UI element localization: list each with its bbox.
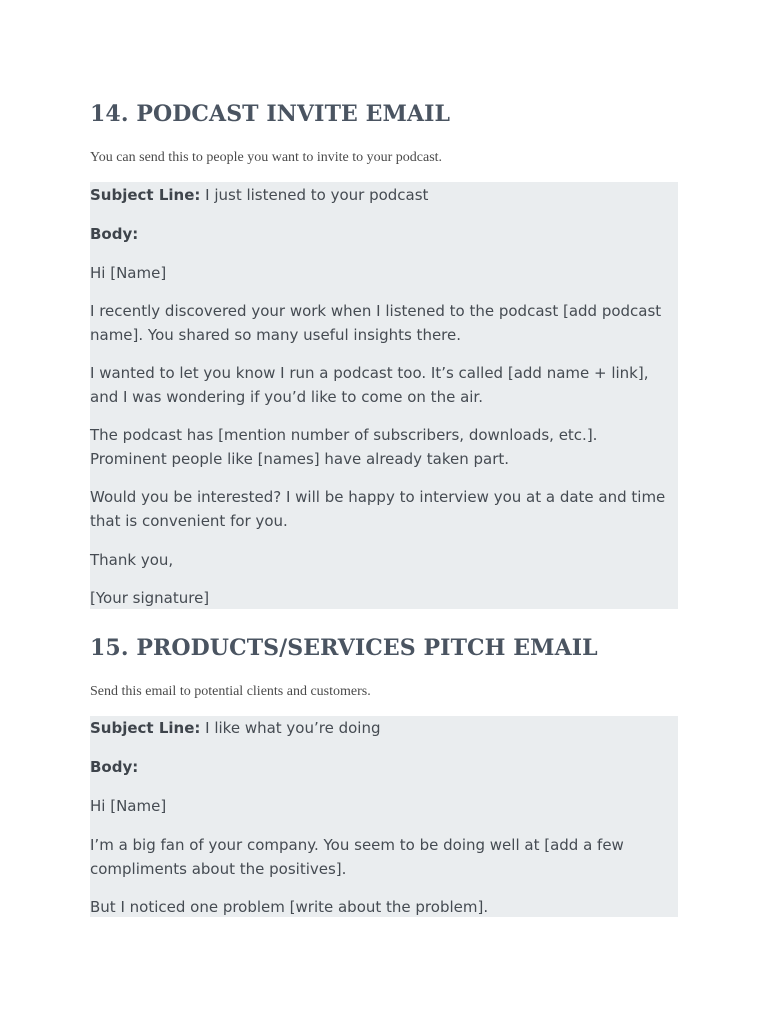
section-14-intro: You can send this to people you want to invite to your podcast. xyxy=(90,150,443,165)
email-paragraph: I’m a big fan of your company. You seem to be doing well at [add a few compliments about the positives]. xyxy=(90,836,624,878)
email-paragraph: I wanted to let you know I run a podcast too. It’s called [add name + link], and I was wondering if you’d like to come on the air. xyxy=(90,364,649,406)
email-paragraph: Would you be interested? I will be happy to interview you at a date and time that is convenient for you. xyxy=(90,488,666,530)
section-15-header xyxy=(90,634,678,662)
signature: [Your signature] xyxy=(90,589,210,607)
section-14-intro-wrap xyxy=(90,149,678,167)
closing: Thank you, xyxy=(90,551,174,569)
section-14-header xyxy=(90,100,678,128)
subject-label: Subject Line: xyxy=(90,186,201,204)
subject-label: Subject Line: xyxy=(90,719,201,737)
body-label-text: Body: xyxy=(90,758,139,776)
section-15-heading: 15. PRODUCTS/SERVICES PITCH EMAIL xyxy=(90,635,598,661)
greeting: Hi [Name] xyxy=(90,264,167,282)
subject-line xyxy=(90,184,428,208)
email-paragraph: The podcast has [mention number of subscribers, downloads, etc.]. Prominent people like [names] have already taken part. xyxy=(90,426,598,468)
section-15-intro: Send this email to potential clients and customers. xyxy=(90,684,371,699)
subject-text: I just listened to your podcast xyxy=(200,186,429,204)
section-14-email-template xyxy=(90,182,678,609)
email-paragraph: But I noticed one problem [write about the problem]. xyxy=(90,898,489,916)
section-15-intro-wrap xyxy=(90,683,678,701)
body-label xyxy=(90,223,138,247)
section-15-email-template xyxy=(90,716,678,917)
body-label-text: Body: xyxy=(90,225,139,243)
body-label xyxy=(90,756,138,780)
subject-line xyxy=(90,717,381,741)
subject-text: I like what you’re doing xyxy=(200,719,381,737)
email-paragraph: I recently discovered your work when I listened to the podcast [add podcast name]. You shared so many useful insights there. xyxy=(90,302,662,344)
section-14-heading: 14. PODCAST INVITE EMAIL xyxy=(90,101,451,127)
greeting: Hi [Name] xyxy=(90,797,167,815)
